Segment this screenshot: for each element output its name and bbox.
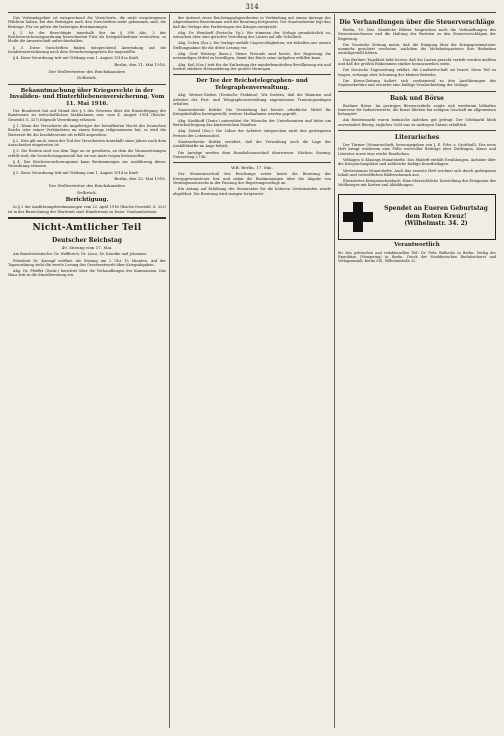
section-heading: Die Verhandlungen über die Steuervorschläge — [339, 19, 495, 26]
red-cross-advertisement — [338, 194, 496, 240]
footer-imprint: für den politischen und redaktionellen Teil: Dr. Fritz Walbecks in Berlin. Verlag der Expedition (Mengering) in Berlin. Druck der Norddeutschen Buchdruckerei und Verlagsanstalt, Berlin SW., Wilhelmstraße 32. — [338, 251, 496, 264]
paragraph: Präsident Dr. Kaempf eröffnet die Sitzung um 2 Uhr 15 Minuten. Auf der Tagesordnung steht die zweite Lesung des Gesetzentwurfs über Kriegsabgaben. — [8, 258, 166, 267]
signature-title: Der Stellvertreter des Reichskanzlers — [48, 183, 126, 189]
paragraph: § 2. Dies gilt auch, wenn der Tod des Versicherten innerhalb eines Jahres nach dem Ausscheiden eingetreten ist. — [8, 138, 166, 148]
paragraph: Abg. Werner-Gießen (Deutsche Fraktion): Wir fordern, daß die Beamten und Arbeiter der Post- und Telegraphenverwaltung angemessene Teuerungszulagen erhalten. — [173, 93, 331, 106]
paragraph: § 4. Das Reichsversicherungsamt kann Bestimmungen zur Ausführung dieser Verordnung erlassen. — [8, 160, 166, 169]
paragraph: Der Steuerausschuß des Reichstags setzte heute die Beratung der Kriegsgewinnsteuer fort und nahm die Bestimmungen über die Abgabe von Vermögenszuwachs in der Fassung der Regierungsvorlage an. — [173, 172, 331, 186]
divider — [173, 162, 331, 163]
paragraph: § 5. Diese Verordnung tritt mit Wirkung vom 1. August 1914 in Kraft. — [13, 170, 140, 175]
paragraph: Abg. Cohen (Soz.): Die Vorlage enthält Ungerechtigkeiten; wir behalten uns unsere Stellungnahme für die dritte Lesung vor. — [173, 41, 331, 50]
section-heading: Bekanntmachung über Kriegsrechte in der Invaliden- und Hinterbliebenenversicherung. Vom 11. Mai 1916. — [9, 87, 165, 107]
paragraph: Das Verbandsgebiet ist entsprechend die Versicherte, die nicht vorgetragenen Pflichten haben, bei den Beiträgen nach den Vorschriften mehr gekommen sind, die Beitrage. Für sie gelten die bisherigen Bestimmungen. — [8, 16, 166, 29]
dateline: W.B. Berlin, 17. Mai. — [231, 165, 273, 171]
paragraph: § 3. Diese Vorschriften finden entsprechend Anwendung auf die Invalidenversicherung nach dem Versicherungsgesetz für Angestellte. — [8, 45, 166, 55]
signature-date: Berlin, den 12. Mai 1916. — [114, 175, 166, 181]
signature-name: Delbrück. — [77, 75, 97, 81]
page-number: 314 — [245, 3, 259, 11]
paragraph: Staatssekretär Krätke erwidert, daß die Verwaltung auch die Lage der Aushilfskräfte im Auge behält. — [173, 139, 331, 149]
paragraph: Die Vossische Zeitung meint, daß die Einigung über die Kriegsgewinnsteuer nunmehr gesichert erscheine, nachdem die Mehrheitsparteien ihre Bedenken zurückgestellt hätten. — [338, 42, 496, 56]
column-1 — [8, 16, 166, 728]
paragraph: Die Kreuz-Zeitung äußert sich zustimmend zu den Ausführungen des Staatssekretärs und erwartet eine baldige Verabschiedung der Vorlage. — [338, 78, 496, 88]
column-2 — [173, 16, 331, 728]
paragraph: Die Anträge werden dem Haushaltsausschuß überwiesen. Nächste Sitzung: Donnerstag 2 Uhr. — [173, 150, 331, 159]
paragraph: Abg. Dr. Wendorff (Fortschr. Vp.): Wir stimmen der Vorlage grundsätzlich zu, wünschen aber eine gerechte Verteilung der Lasten auf alle Schultern. — [173, 30, 331, 40]
paragraph: Abg. Dr. Pfeiffer (Zentr.) berichtet über die Verhandlungen der Kommission. Das Haus tritt in die Einzelberatung ein. — [8, 269, 166, 278]
paragraph: § 4. Diese Verordnung tritt mit Wirkung vom 1. August 1914 in Kraft. — [13, 56, 140, 61]
paragraph: § 1. Wenn der Versicherte als Angehöriger der bewaffneten Macht des Deutschen Reichs oder seiner Verbündeten an einem Kriege teilgenommen hat, so wird die Wartezeit für die Invalidenrente als erfüllt angesehen. — [8, 123, 166, 137]
paragraph: der Antwort eines Reichstagsabgeordneten in Verbindung mit einem Antrage des Abgeordneten Bassermann wird die Beratung fortgesetzt. Der Staatssekretär legt dar, daß die Vorlage den Forderungen des Krieges entspricht. — [173, 16, 331, 29]
paragraph: Abg. Zubeil (Soz.): Die Löhne der Arbeiter entsprechen nicht den gestiegenen Preisen der Lebensmittel. — [173, 129, 331, 138]
top-rule — [8, 12, 496, 13]
paragraph: Berlin, 18. Mai. Sämtliche Blätter besprechen noch die Verhandlungen des Steuerausschusses und die Haltung der Parteien zu den Steuervorschlägen der Regierung. — [338, 28, 496, 41]
paragraph: Ein Antrag auf Erhöhung der Steuersätze für die höheren Gewinnstufen wurde abgelehnt. Die Beratung wird morgen fortgesetzt. — [173, 187, 331, 196]
paragraph: Am Bundesratstische: Dr. Helfferich, Dr. Lisco, Dr. Kraetke und Johannes. — [13, 252, 148, 257]
section-heading-nonofficial: Nicht-Amtlicher Teil — [32, 222, 142, 233]
divider — [8, 84, 166, 85]
paragraph: Der Bundesrat hat auf Grund des § 3 des Gesetzes über die Ermächtigung des Bundesrats zu wirtschaftlichen Maßnahmen usw. vom 4. August 1914 (Reichs-Gesetzbl. S. 327) folgende Verordnung erlassen: — [8, 109, 166, 122]
paragraph: Abg. Keil (Soz.) tritt für die Entlastung der minderbemittelten Bevölkerung ein und fordert stärkere Heranziehung der großen Vermögen. — [173, 62, 331, 71]
ad-line-2: (Wilhelmstr. 34. 2) — [404, 220, 468, 228]
ad-text — [379, 205, 493, 228]
signature-title: Der Stellvertreter des Reichskanzlers — [48, 68, 126, 74]
paragraph: Berliner Börse. Im gestrigen Börsenverkehr zeigte sich wiederum lebhaftes Interesse für Industriewerte; die Kurse blieben bei ruhigem Geschäft im allgemeinen behauptet. — [338, 103, 496, 117]
cross-icon — [341, 200, 375, 234]
paragraph: § 3. Die Renten sind von dem Tage an zu gewähren, an dem die Voraussetzungen erfüllt sind; die Versicherungsanstalt hat sie von Amts wegen festzustellen. — [8, 149, 166, 158]
paragraph: Abg. Kuckhoff (Zentr.) unterstützt die Wünsche der Unterbeamten und bittet um Berücksichtigung der kinderreichen Familien. — [173, 118, 331, 128]
paragraph: Illustriertes Kriegstaschenbuch. Eine übersichtliche Darstellung der Ereignisse des Weltkrieges mit Karten und Abbildungen. — [338, 179, 496, 188]
paragraph: Westermanns Monatshefte. Auch das neueste Heft zeichnet sich durch gediegenen Inhalt und vortrefflichen Bilderschmuck aus. — [338, 168, 496, 177]
signature-name: Delbrück. — [77, 189, 97, 195]
note-heading: Berichtigung. — [65, 196, 109, 203]
reichstag-heading: Deutscher Reichstag — [52, 236, 122, 244]
footer-heading: Verantwortlich — [394, 241, 440, 248]
paragraph: § 2. Ist der Berechtigte innerhalb der im § 398 Abs. 2 der Reichsversicherungsordnung bezeichneten Frist als Kriegsteilnehmer verstorben, so bleibt die Anwartschaft aufrechterhalten. — [8, 30, 166, 44]
paragraph-group — [8, 16, 166, 61]
signature-date: Berlin, den 11. Mai 1916. — [114, 61, 166, 67]
paragraph: Staatssekretär Krätke: Die Verwaltung hat bereits erhebliche Mittel für Kriegsbeihilfen bereitgestellt; weitere Maßnahmen werden geprüft. — [173, 108, 331, 117]
section-heading: Bank und Börse — [389, 94, 444, 102]
paragraph: In § 2 der Ausführungsbestimmungen vom 22. April 1916 (Reichs-Gesetzbl. S. 323) ist in der Bezeichnung der Wartezeit statt Hundertsatz zu lesen: Vomhundertsatz. — [8, 205, 166, 214]
paragraph: Die Deutsche Tageszeitung erklärt, die Landwirtschaft sei bereit, ihren Teil zu tragen, verlange aber Schonung der kleinen Betriebe. — [338, 68, 496, 77]
paragraph: Am Rentenmarkt waren heimische Anleihen gut gefragt. Der Geldmarkt blieb unverändert flüssig; tägliches Geld war zu niedrigen Sätzen erhältlich. — [338, 118, 496, 127]
divider — [173, 74, 331, 75]
paragraph: Velhagen & Klasings Monatshefte. Das Maiheft enthält Erzählungen, Aufsätze über die Kriegsschauplätze und zahlreiche farbige Kunstbeilagen. — [338, 157, 496, 167]
divider — [338, 91, 496, 92]
section-heading: Der Tee der Reichstelegraphen- und Telegraphenverwaltung. — [196, 78, 308, 91]
section-heading: Literarisches — [394, 134, 440, 142]
paragraph: Abg. Graf Westarp (kons.): Meine Freunde sind bereit, der Regierung die notwendigen Mittel zu bewilligen, damit das Reich seine Aufgaben erfüllen kann. — [173, 52, 331, 61]
paragraph: Der Türmer (Monatsschrift, herausgegeben von J. E. Frhr. v. Grotthuß). Das neue Heft bringt wiederum eine Fülle wertvoller Beiträge über Zeitfragen, Kunst und Literatur sowie eine reiche Rundschau. — [338, 143, 496, 156]
column-divider — [334, 14, 335, 728]
ad-line-1: Spendet an Eueren Geburtstag dem Roten Kreuz! — [384, 205, 488, 220]
divider — [338, 130, 496, 131]
session-line: 49. Sitzung vom 17. Mai. — [61, 244, 113, 250]
column-divider — [169, 14, 170, 728]
paragraph: Das Berliner Tageblatt hebt hervor, daß die Lasten gerecht verteilt werden müßten und daß die großen Einkommen stärker heranzuziehen seien. — [338, 57, 496, 67]
divider — [8, 217, 166, 219]
column-3 — [338, 16, 496, 728]
